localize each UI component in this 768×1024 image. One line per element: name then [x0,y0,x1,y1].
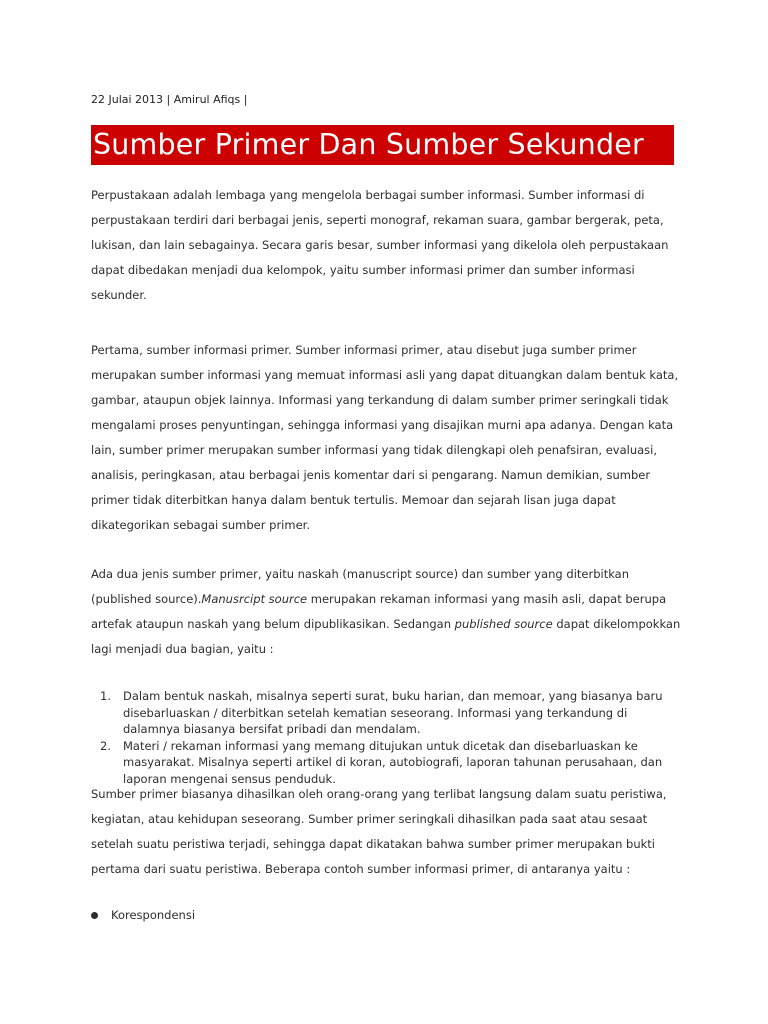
ordered-list [91,688,676,787]
bullet-icon [91,912,98,919]
list-item [91,906,676,924]
paragraph-line: setelah suatu peristiwa terjadi, sehingga dapat dikatakan bahwa sumber primer merupakan bukti [91,837,655,851]
paragraph-line [91,587,676,612]
paragraph-line: kegiatan, atau kehidupan seseorang. Sumber primer seringkali dihasilkan pada saat atau sesaat [91,812,648,826]
list-item-line: dalamnya biasanya bersifat pribadi dan mendalam. [123,722,421,736]
paragraph-line: Sumber primer biasanya dihasilkan oleh orang-orang yang terlibat langsung dalam suatu peristiwa, [91,787,667,801]
paragraph-line: gambar, ataupun objek lainnya. Informasi yang terkandung di dalam sumber primer seringkali tidak [91,393,669,407]
post-meta: 22 Julai 2013 | Amirul Afiqs | [91,93,248,106]
list-item [91,738,676,788]
bullet-list [91,906,676,924]
paragraph-line: perpustakaan terdiri dari berbagai jenis, seperti monograf, rekaman suara, gambar bergerak, peta, [91,213,664,227]
paragraph-line: lain, sumber primer merupakan sumber informasi yang tidak dilengkapi oleh penafsiran, evaluasi, [91,443,658,457]
paragraph-line: Perpustakaan adalah lembaga yang mengelola berbagai sumber informasi. Sumber informasi di [91,188,645,202]
paragraph-line: sekunder. [91,288,147,302]
paragraph-intro [91,183,676,308]
italic-term: Manusrcipt source [201,592,308,606]
list-item-label: Korespondensi [111,908,196,922]
paragraph-line: Ada dua jenis sumber primer, yaitu naskah (manuscript source) dan sumber yang diterbitkan [91,567,629,581]
paragraph-examples [91,782,676,882]
list-item-line: disebarluaskan / diterbitkan setelah kematian seseorang. Informasi yang terkandung di [123,705,628,720]
paragraph-line: Pertama, sumber informasi primer. Sumber informasi primer, atau disebut juga sumber primer [91,343,637,357]
list-item [91,688,676,738]
list-item-line: masyarakat. Misalnya seperti artikel di koran, autobiografi, laporan tahunan perusahaan, dan [123,755,663,769]
text-run: (published source). [91,592,202,606]
list-number: 2. [100,738,111,753]
paragraph-line: analisis, peringkasan, atau berbagai jenis komentar dari si pengarang. Namun demikian, sumber [91,468,651,482]
paragraph-line: primer tidak diterbitkan hanya dalam bentuk tertulis. Memoar dan sejarah lisan juga dapat [91,493,616,507]
list-item-line: laporan mengenai sensus penduduk. [123,771,336,786]
paragraph-types [91,562,681,662]
page-title: Sumber Primer Dan Sumber Sekunder [93,128,644,161]
paragraph-line: lagi menjadi dua bagian, yaitu : [91,642,274,656]
list-item-line: Materi / rekaman informasi yang memang ditujukan untuk dicetak dan disebarluaskan ke [123,738,638,753]
paragraph-line: dikategorikan sebagai sumber primer. [91,518,310,532]
paragraph-line: pertama dari suatu peristiwa. Beberapa contoh sumber informasi primer, di antaranya yaitu : [91,862,631,876]
paragraph-line: dapat dibedakan menjadi dua kelompok, yaitu sumber informasi primer dan sumber informasi [91,263,635,277]
title-banner [91,125,674,165]
paragraph-line: merupakan sumber informasi yang memuat informasi asli yang dapat dituangkan dalam bentuk kata, [91,368,679,382]
italic-term: published source [454,617,553,631]
text-run: artefak ataupun naskah yang belum dipublikasikan. Sedangan [91,617,455,631]
text-run: merupakan rekaman informasi yang masih asli, dapat berupa [307,592,667,606]
paragraph-line: mengalami proses penyuntingan, sehingga informasi yang disajikan murni apa adanya. Dengan kata [91,418,674,432]
paragraph-primary-source [91,338,679,538]
paragraph-line [91,612,681,637]
text-run: dapat dikelompokkan [552,617,681,631]
list-item-line: Dalam bentuk naskah, misalnya seperti surat, buku harian, dan memoar, yang biasanya baru [123,689,663,703]
paragraph-line: lukisan, dan lain sebagainya. Secara garis besar, sumber informasi yang dikelola oleh perpustakaan [91,238,669,252]
list-number: 1. [100,689,111,703]
